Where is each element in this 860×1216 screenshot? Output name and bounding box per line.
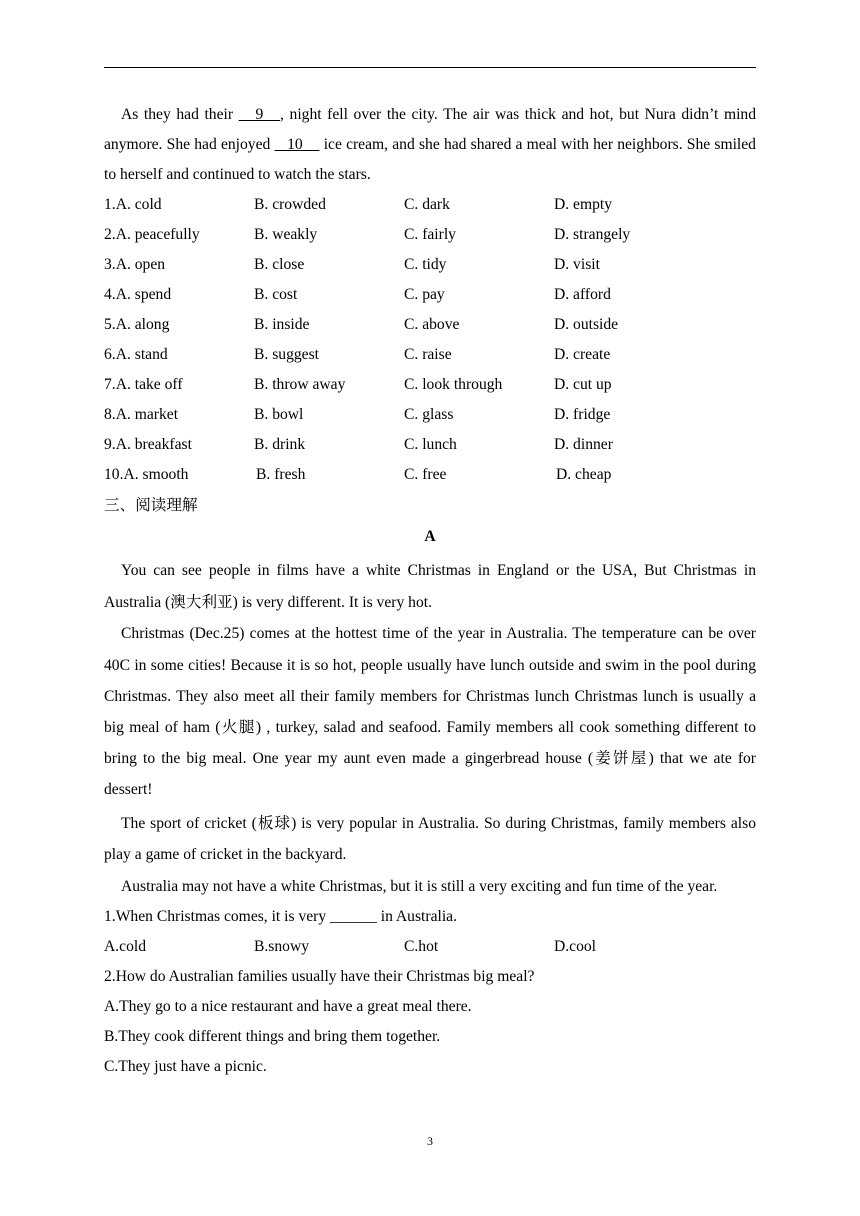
option-c: C. look through	[404, 376, 503, 393]
option-d: D. outside	[554, 316, 619, 333]
reading-paragraph-2: Christmas (Dec.25) comes at the hottest time of the year in Australia. The temperature can be over 40C in some cities! Because it is so hot, people usually have lunch outside and swim in the pool during Christmas. They also meet all their family members for Christmas lunch Christmas lunch is usually a big meal of ham (火腿) , turkey, salad and seafood. Family members all cook something different to bring to the big meal. One year my aunt even made a gingerbread house (姜饼屋) that we ate for dessert!	[104, 625, 756, 799]
cloze-option-row	[104, 400, 756, 430]
section-title: 三、阅读理解	[104, 497, 198, 514]
text-run: ice cream, and she had shared a meal with her neighbors. She smiled to herself and continued to watch the stars.	[104, 136, 756, 183]
option-c: C. dark	[404, 196, 450, 213]
option-c: C. tidy	[404, 256, 447, 273]
option-a: 4.A. spend	[104, 286, 172, 303]
question-2-option-c: C.They just have a picnic.	[104, 1058, 267, 1076]
blank-9: 9	[238, 106, 281, 123]
cloze-option-row	[104, 280, 756, 310]
option-b: B. weakly	[254, 226, 318, 243]
option-d: D. cut up	[554, 376, 612, 393]
option-b: B. crowded	[254, 196, 326, 213]
option-d: D. empty	[554, 196, 613, 213]
reading-paragraph-1: You can see people in films have a white Christmas in England or the USA, But Christmas in Australia (澳大利亚) is very different. It is very hot.	[104, 562, 756, 611]
passage-label: A	[424, 528, 436, 545]
option-a: A.cold	[104, 938, 147, 956]
blank-10: 10	[274, 136, 320, 153]
option-c: C. raise	[404, 346, 452, 363]
cloze-option-row	[104, 460, 756, 490]
cloze-option-row	[104, 370, 756, 400]
option-a: 9.A. breakfast	[104, 436, 192, 453]
cloze-option-row	[104, 190, 756, 220]
option-d: D. strangely	[554, 226, 631, 243]
option-d: D. fridge	[554, 406, 611, 423]
text-run: As they had their	[121, 106, 239, 123]
page-number: 3	[427, 1134, 433, 1148]
cloze-options	[104, 190, 756, 490]
reading-paragraph-3: The sport of cricket (板球) is very popular in Australia. So during Christmas, family members also play a game of cricket in the backyard.	[104, 814, 756, 864]
question-1: 1.When Christmas comes, it is very ______ in Australia.	[104, 908, 457, 926]
option-b: B.snowy	[254, 938, 310, 956]
option-b: B. inside	[254, 316, 310, 333]
option-b: B. bowl	[254, 406, 304, 423]
option-a: 2.A. peacefully	[104, 226, 200, 243]
option-a: 7.A. take off	[104, 376, 183, 393]
option-d: D. visit	[554, 256, 600, 273]
cloze-option-row	[104, 220, 756, 250]
option-c: C. pay	[404, 286, 445, 303]
cloze-option-row	[104, 430, 756, 460]
option-b: B. drink	[254, 436, 306, 453]
option-c: C.hot	[404, 938, 439, 956]
option-d: D.cool	[554, 938, 597, 956]
option-a: 3.A. open	[104, 256, 166, 273]
option-d: D. afford	[554, 286, 611, 303]
option-b: B. throw away	[254, 376, 346, 393]
option-a: 5.A. along	[104, 316, 170, 333]
option-a: 10.A. smooth	[104, 466, 189, 483]
cloze-option-row	[104, 250, 756, 280]
question-1-options	[104, 932, 756, 962]
question-2: 2.How do Australian families usually have their Christmas big meal?	[104, 968, 535, 986]
option-c: C. glass	[404, 406, 454, 423]
option-b: B. cost	[254, 286, 298, 303]
option-c: C. above	[404, 316, 460, 333]
option-b: B. fresh	[256, 466, 306, 483]
cloze-option-row	[104, 310, 756, 340]
text-run: , night fell over the city. The air was thick and hot, but Nura didn’t mind anymore. She had enjoyed	[104, 106, 757, 153]
option-c: C. lunch	[404, 436, 457, 453]
option-b: B. suggest	[254, 346, 319, 363]
option-a: 6.A. stand	[104, 346, 168, 363]
option-d: D. create	[554, 346, 611, 363]
question-2-option-a: A.They go to a nice restaurant and have a great meal there.	[104, 998, 472, 1016]
reading-paragraph-4: Australia may not have a white Christmas, but it is still a very exciting and fun time of the year.	[121, 878, 718, 896]
header-rule	[104, 67, 756, 68]
option-d: D. cheap	[556, 466, 612, 483]
question-2-option-b: B.They cook different things and bring them together.	[104, 1028, 441, 1046]
option-a: 1.A. cold	[104, 196, 162, 213]
cloze-paragraph	[104, 100, 756, 190]
option-a: 8.A. market	[104, 406, 179, 423]
option-d: D. dinner	[554, 436, 613, 453]
cloze-option-row	[104, 340, 756, 370]
option-b: B. close	[254, 256, 305, 273]
option-c: C. fairly	[404, 226, 456, 243]
option-c: C. free	[404, 466, 447, 483]
page-content	[104, 100, 756, 1082]
